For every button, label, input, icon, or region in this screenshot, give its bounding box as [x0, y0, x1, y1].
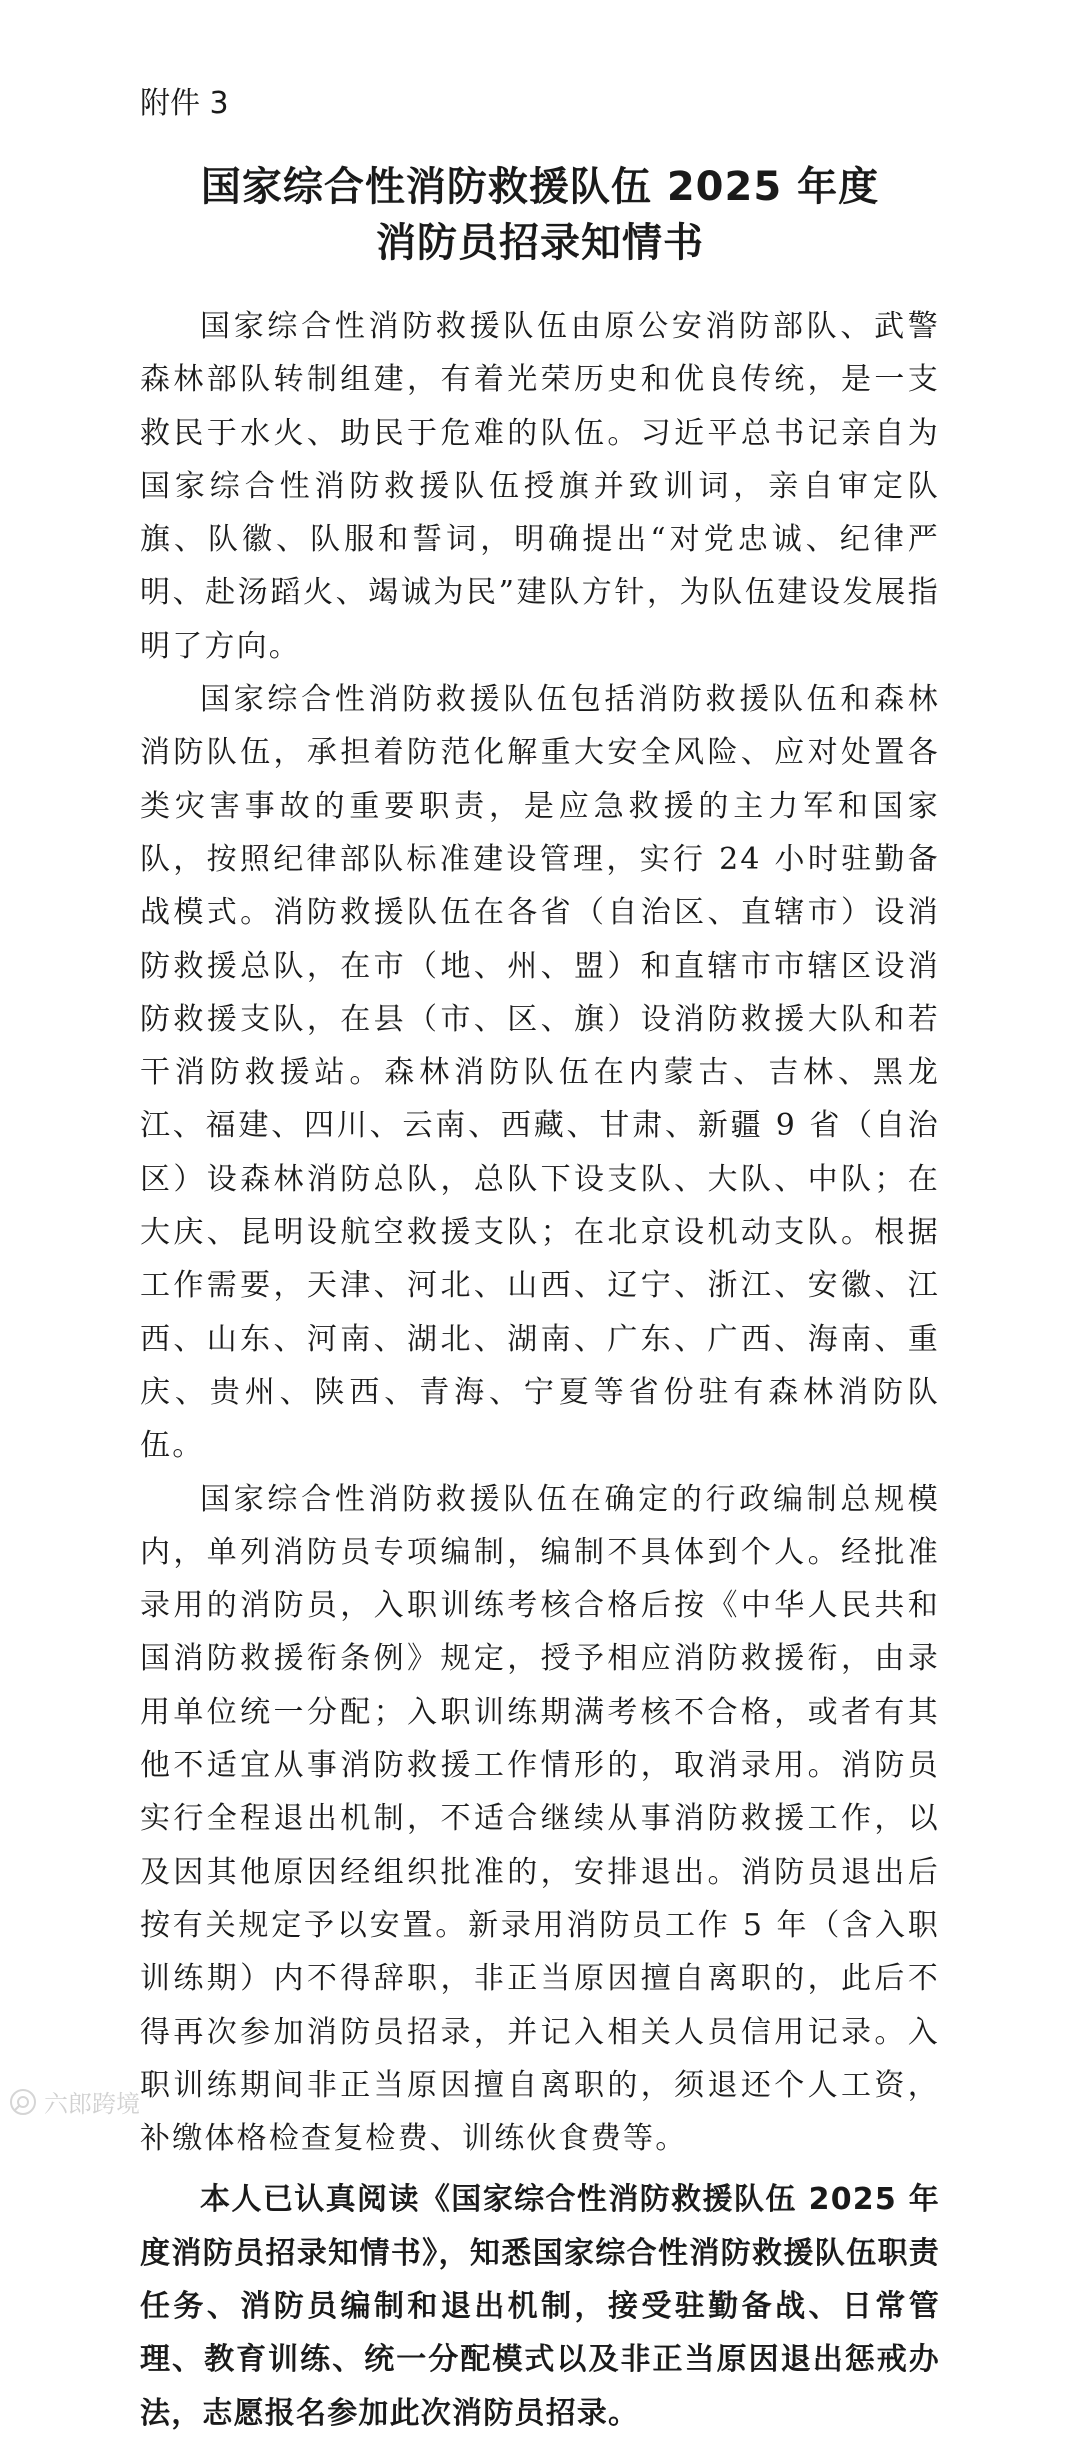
- document-body: [140, 300, 940, 2440]
- logo-icon: [8, 2087, 38, 2117]
- watermark-text: 六郎跨境: [44, 2090, 140, 2118]
- paragraph-structure: 国家综合性消防救援队伍包括消防救援队伍和森林消防队伍，承担着防范化解重大安全风险、应对处置各类灾害事故的重要职责，是应急救援的主力军和国家队，按照纪律部队标准建设管理，实行 24 小时驻勤备战模式。消防救援队伍在各省（自治区、直辖市）设消防救援总队，在市（地、州、盟）和直辖市市辖区设消防救援支队，在县（市、区、旗）设消防救援大队和若干消防救援站。森林消防队伍在内蒙古、吉林、黑龙江、福建、四川、云南、西藏、甘肃、新疆 9 省（自治区）设森林消防总队，总队下设支队、大队、中队；在大庆、昆明设航空救援支队；在北京设机动支队。根据工作需要，天津、河北、山西、辽宁、浙江、安徽、江西、山东、河南、湖北、湖南、广东、广西、海南、重庆、贵州、陕西、青海、宁夏等省份驻有森林消防队伍。: [140, 682, 940, 1464]
- document-title-line1: 国家综合性消防救援队伍 2025 年度: [200, 164, 880, 210]
- paragraph-staffing: 国家综合性消防救援队伍在确定的行政编制总规模内，单列消防员专项编制，编制不具体到个人。经批准录用的消防员，入职训练考核合格后按《中华人民共和国消防救援衔条例》规定，授予相应消防救援衔，由录用单位统一分配；入职训练期满考核不合格，或者有其他不适宜从事消防救援工作情形的，取消录用。消防员实行全程退出机制，不适合继续从事消防救援工作，以及因其他原因经组织批准的，安排退出。消防员退出后按有关规定予以安置。新录用消防员工作 5 年（含入职训练期）内不得辞职，非正当原因擅自离职的，此后不得再次参加消防员招录，并记入相关人员信用记录。入职训练期间非正当原因擅自离职的，须退还个人工资，补缴体格检查复检费、训练伙食费等。: [140, 1481, 940, 2157]
- paragraph-intro: 国家综合性消防救援队伍由原公安消防部队、武警森林部队转制组建，有着光荣历史和优良传统，是一支救民于水火、助民于危难的队伍。习近平总书记亲自为国家综合性消防救援队伍授旗并致训词，亲自审定队旗、队徽、队服和誓词，明确提出“对党忠诚、纪律严明、赴汤蹈火、竭诚为民”建队方针，为队伍建设发展指明了方向。: [140, 309, 940, 664]
- declaration-statement: 本人已认真阅读《国家综合性消防救援队伍 2025 年度消防员招录知情书》，知悉国家综合性消防救援队伍职责任务、消防员编制和退出机制，接受驻勤备战、日常管理、教育训练、统一分配模式以及非正当原因退出惩戒办法，志愿报名参加此次消防员招录。: [140, 2182, 940, 2431]
- attachment-label: 附件 3: [140, 86, 229, 121]
- watermark: [8, 2084, 140, 2119]
- document-title-line2: 消防员招录知情书: [376, 220, 704, 266]
